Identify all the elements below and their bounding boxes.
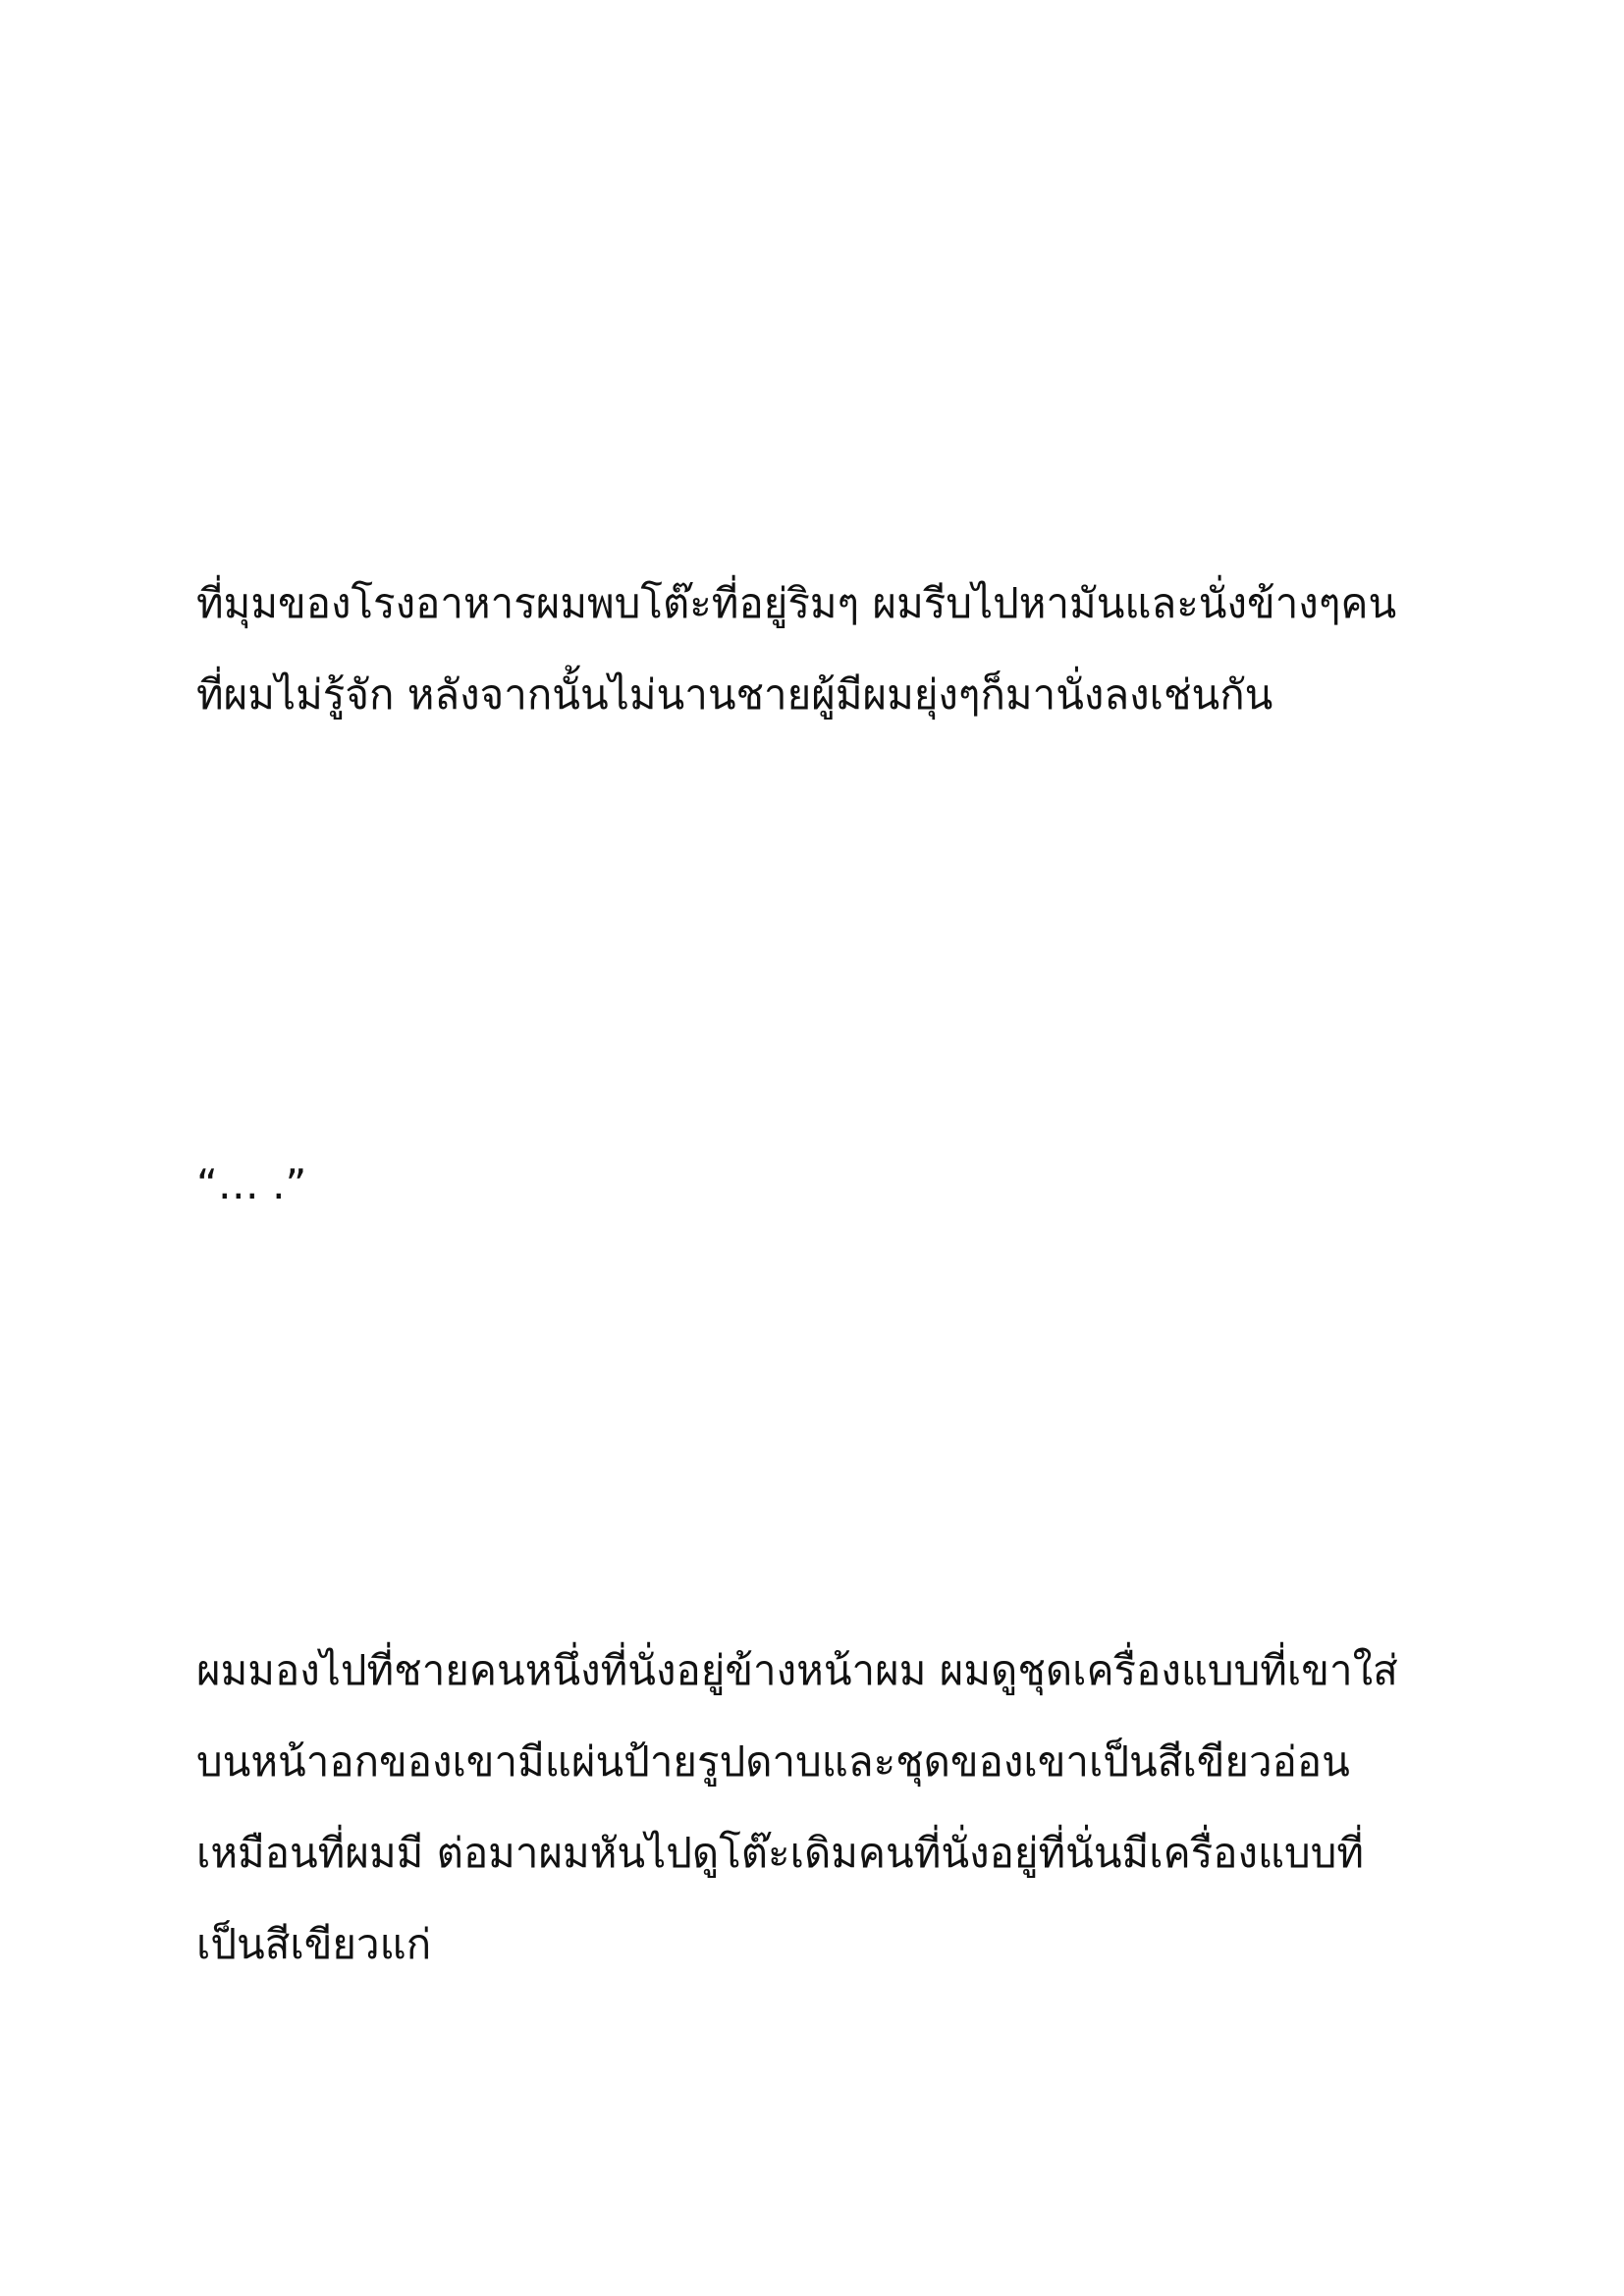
text-line: ที่มุมของโรงอาหารผมพบโต๊ะที่อยู่ริมๆ ผมรีบไปหามันและนั่งข้างๆคน — [196, 579, 1397, 627]
text-line: เหมือนที่ผมมี ต่อมาผมหันไปดูโต๊ะเดิมคนที่นั่งอยู่ที่นั่นมีเครื่องแบบที่ — [196, 1829, 1365, 1877]
text-line: ผมมองไปที่ชายคนหนึ่งที่นั่งอยู่ข้างหน้าผม ผมดูชุดเครื่องแบบที่เขาใส่ — [196, 1646, 1398, 1694]
text-line: บนหน้าอกของเขามีแผ่นป้ายรูปดาบและชุดของเขาเป็นสีเขียวอ่อน — [196, 1737, 1350, 1786]
text-line: “… .” — [196, 1160, 307, 1208]
text-line: ที่ผมไม่รู้จัก หลังจากนั้นไม่นานชายผู้มีผมยุ่งๆก็มานั่งลงเช่นกัน — [196, 670, 1273, 719]
paragraph-ellipsis-dialogue — [196, 1139, 1473, 1230]
paragraph-cafeteria-table — [196, 558, 1473, 740]
text-line: เป็นสีเขียวแก่ — [196, 1920, 432, 1968]
paragraph-uniform-description — [196, 1625, 1473, 1990]
